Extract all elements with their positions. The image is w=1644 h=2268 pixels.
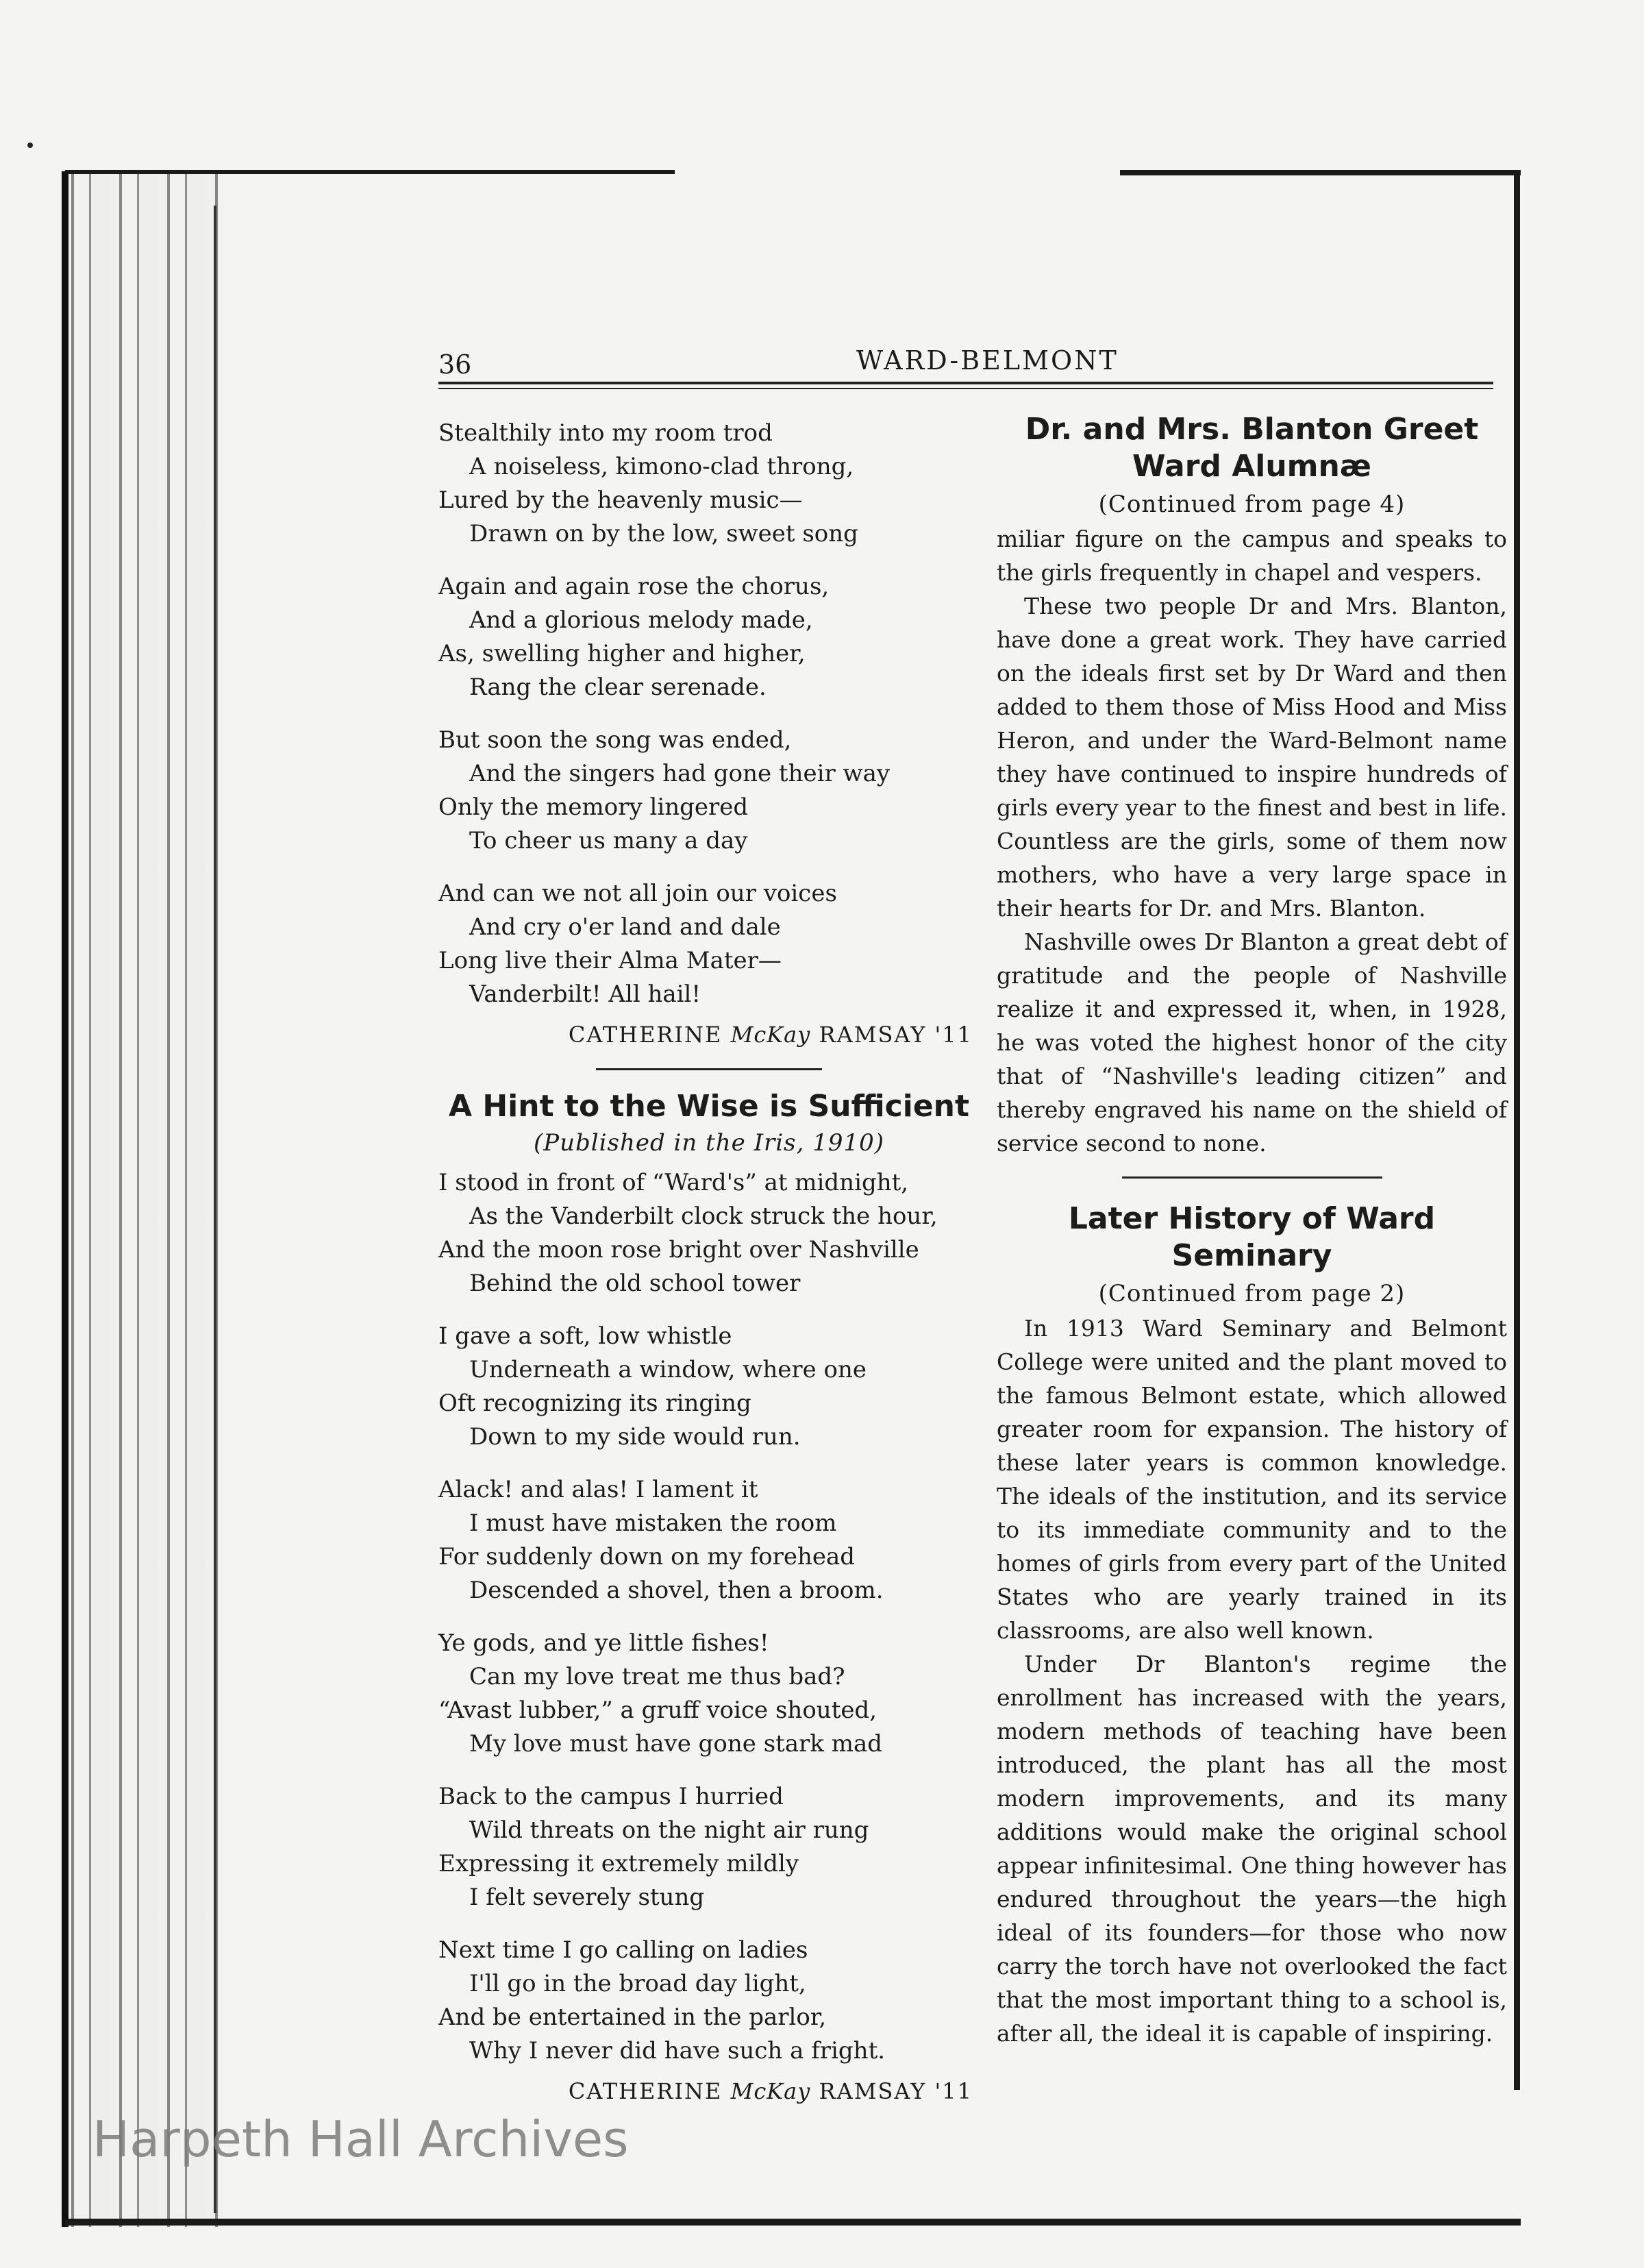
- poem-line: For suddenly down on my forehead: [438, 1543, 855, 1570]
- poem-line: And the singers had gone their way: [469, 760, 891, 787]
- poem-line: And be entertained in the parlor,: [438, 2004, 827, 2031]
- article-title-line: Ward Alumnæ: [1132, 449, 1371, 484]
- binding-edge: [62, 171, 68, 2227]
- poem-line: To cheer us many a day: [469, 827, 748, 854]
- poem-line: But soon the song was ended,: [438, 726, 792, 754]
- poem-line: Next time I go calling on ladies: [438, 1936, 808, 1964]
- signature-first: CATHERINE: [568, 1022, 723, 1048]
- stanza: [438, 877, 980, 1011]
- poem-line: I must have mistaken the room: [469, 1509, 837, 1537]
- poem-caption: (Published in the Iris, 1910): [533, 1129, 885, 1157]
- right-column: [997, 411, 1507, 2050]
- stanza: [438, 417, 980, 551]
- continued-note: (Continued from page 2): [1098, 1280, 1406, 1307]
- poem-line: Oft recognizing its ringing: [438, 1390, 751, 1417]
- paragraph: miliar figure on the campus and speaks to the girls frequently in chapel and vespers.: [997, 526, 1507, 586]
- poem-line: And cry o'er land and dale: [469, 913, 781, 941]
- paragraph: In 1913 Ward Seminary and Belmont College were united and the plant moved to the famous Belmont estate, which allowed greater room for expansion. The history of these later years is common knowledge. The ideals of the institution, and its service to its immediate community and to the homes of girls from every part of the United States who are yearly trained in its classrooms, are also well known.: [997, 1315, 1507, 1644]
- page-number: 36: [438, 349, 472, 380]
- poem-line: And can we not all join our voices: [438, 880, 837, 907]
- poem-line: And a glorious melody made,: [469, 606, 813, 634]
- poem-line: And the moon rose bright over Nashville: [438, 1236, 919, 1264]
- poem-line: I'll go in the broad day light,: [469, 1970, 806, 1997]
- poem-line: Back to the campus I hurried: [438, 1783, 784, 1810]
- page-border-top-right: [1120, 170, 1521, 175]
- poem-line: Long live their Alma Mater—: [438, 947, 782, 974]
- header-rule: [438, 388, 1493, 389]
- poem-line: Vanderbilt! All hail!: [469, 981, 701, 1008]
- poem-line: Can my love treat me thus bad?: [469, 1663, 845, 1690]
- poem-line: Alack! and alas! I lament it: [438, 1476, 758, 1503]
- stanza: [438, 1780, 980, 1914]
- stanza: [438, 1473, 980, 1607]
- poem-line: As, swelling higher and higher,: [438, 640, 806, 667]
- page-header: [438, 343, 1493, 384]
- poem-hint-to-the-wise: [438, 1166, 980, 2108]
- poem-line: Down to my side would run.: [469, 1423, 801, 1451]
- poem-line: Wild threats on the night air rung: [469, 1816, 869, 1844]
- poem-signature: [438, 2075, 980, 2108]
- poem-line: Only the memory lingered: [438, 793, 749, 821]
- article-title: Later History of Ward Seminary: [1068, 1201, 1436, 1273]
- poem-line: Drawn on by the low, sweet song: [469, 520, 858, 547]
- page-border-right: [1514, 171, 1520, 2090]
- scan-speck: [27, 143, 33, 148]
- binding-line: [214, 206, 216, 2213]
- signature-last: RAMSAY '11: [819, 2078, 973, 2104]
- section-divider: [1122, 1176, 1382, 1179]
- poem-line: As the Vanderbilt clock struck the hour,: [469, 1203, 938, 1230]
- stanza: [438, 1166, 980, 1301]
- poem-line: Ye gods, and ye little fishes!: [438, 1629, 769, 1657]
- signature-middle: McKay: [730, 1022, 811, 1048]
- stanza: [438, 724, 980, 858]
- poem-line: Lured by the heavenly music—: [438, 486, 803, 514]
- signature-last: RAMSAY '11: [819, 1022, 973, 1048]
- poem-alma-mater: [438, 417, 980, 1052]
- article-title-line: Dr. and Mrs. Blanton Greet: [1025, 412, 1479, 447]
- article-body: [997, 522, 1507, 1160]
- stanza: [438, 1320, 980, 1454]
- poem-line: I stood in front of “Ward's” at midnight,: [438, 1169, 909, 1196]
- poem-line: “Avast lubber,” a gruff voice shouted,: [438, 1697, 877, 1724]
- poem-line: Expressing it extremely mildly: [438, 1850, 799, 1877]
- header-rule: [438, 382, 1493, 384]
- poem-line: Again and again rose the chorus,: [438, 573, 830, 600]
- continued-note: (Continued from page 4): [1098, 491, 1406, 518]
- poem-signature: [438, 1018, 980, 1052]
- poem-line: Behind the old school tower: [469, 1270, 801, 1297]
- poem-title: A Hint to the Wise is Sufficient: [448, 1089, 970, 1124]
- left-column: [438, 417, 980, 2108]
- stanza: [438, 1934, 980, 2068]
- running-title: WARD-BELMONT: [856, 345, 1119, 375]
- signature-middle: McKay: [730, 2078, 811, 2104]
- article-title: [997, 411, 1507, 485]
- stanza: [438, 1627, 980, 1761]
- paragraph: These two people Dr and Mrs. Blanton, have done a great work. They have carried on the ideals first set by Dr Ward and then added to them those of Miss Hood and Miss Heron, and under the Ward-Belmont name they have continued to inspire hundreds of girls every year to the finest and best in life. Countless are the girls, some of them now mothers, who have a very large space in their hearts for Dr. and Mrs. Blanton.: [997, 593, 1507, 922]
- page-border-top-left: [65, 170, 675, 174]
- paragraph: Nashville owes Dr Blanton a great debt of gratitude and the people of Nashville realize it and expressed it, when, in 1928, he was voted the highest honor of the city that of “Nashville's leading citizen” and thereby engraved his name on the shield of service second to none.: [997, 928, 1507, 1157]
- article-body: [997, 1311, 1507, 2050]
- poem-line: Rang the clear serenade.: [469, 674, 767, 701]
- poem-line: Why I never did have such a fright.: [469, 2037, 886, 2064]
- archive-watermark: Harpeth Hall Archives: [92, 2110, 629, 2168]
- poem-line: A noiseless, kimono-clad throng,: [469, 453, 854, 480]
- signature-first: CATHERINE: [568, 2078, 723, 2104]
- paragraph: Under Dr Blanton's regime the enrollment has increased with the years, modern methods of teaching have been introduced, the plant has all the most modern improvements, and its many additions would make the original school appear infinitesimal. One thing however has endured throughout the years—the high ideal of its founders—for those who now carry the torch have not overlooked the fact that the most important thing to a school is, after all, the ideal it is capable of inspiring.: [997, 1651, 1507, 2047]
- poem-line: I gave a soft, low whistle: [438, 1322, 732, 1350]
- page-border-bottom: [65, 2219, 1521, 2226]
- section-divider: [596, 1068, 822, 1070]
- poem-line: I felt severely stung: [469, 1884, 705, 1911]
- stanza: [438, 570, 980, 704]
- binding-shadow: [62, 171, 223, 2227]
- poem-line: Stealthily into my room trod: [438, 419, 773, 447]
- poem-line: Descended a shovel, then a broom.: [469, 1577, 884, 1604]
- poem-line: Underneath a window, where one: [469, 1356, 867, 1383]
- poem-line: My love must have gone stark mad: [469, 1730, 883, 1758]
